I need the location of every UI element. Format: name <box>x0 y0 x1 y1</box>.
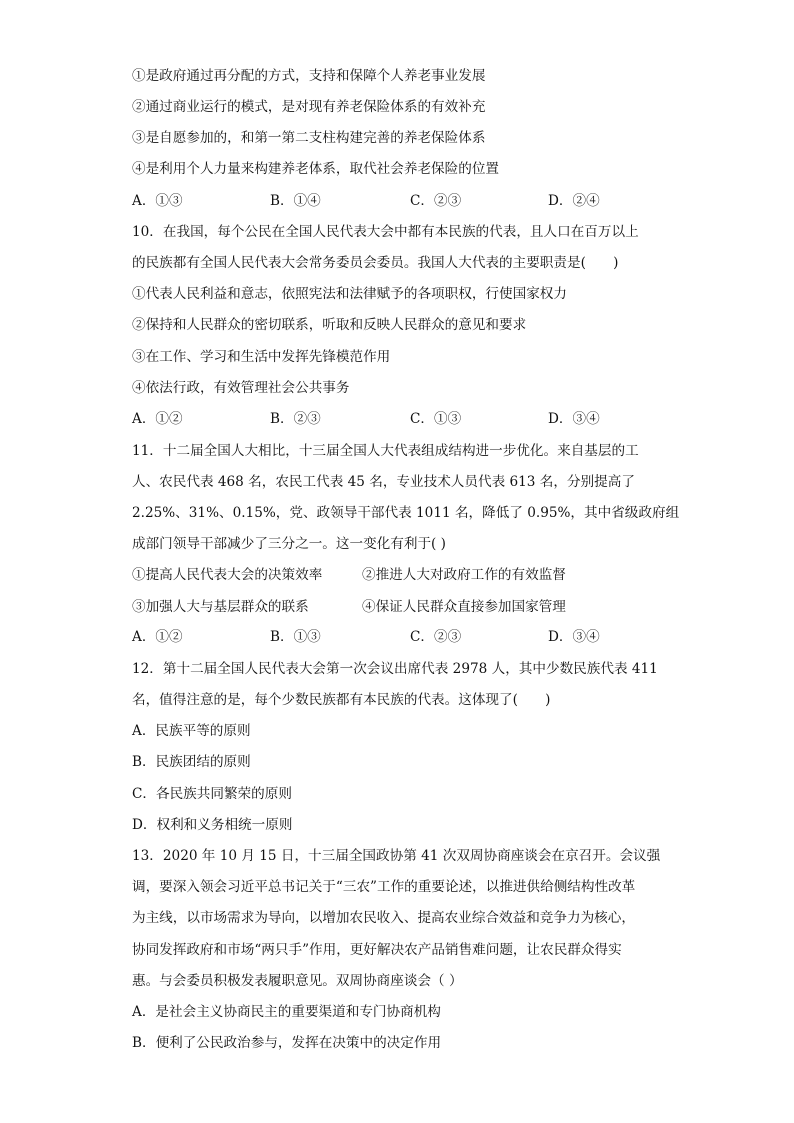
q13-stem-line-2: 调，要深入领会习近平总书记关于“三农”工作的重要论述，以推进供给侧结构性改革 <box>132 879 636 895</box>
q12-stem-line-2: 名，值得注意的是，每个少数民族都有本民族的代表。这体现了( ) <box>132 692 551 708</box>
q9-option-c[interactable]: C．②③ <box>410 193 462 209</box>
q10-option-b[interactable]: B．②③ <box>270 411 321 427</box>
q12-choice-c[interactable]: C．各民族共同繁荣的原则 <box>132 786 292 802</box>
q9-option-b[interactable]: B．①④ <box>270 193 321 209</box>
q11-stem-line-4: 成部门领导干部减少了三分之一。这一变化有利于( ) <box>132 536 446 552</box>
q13-stem-line-3: 为主线，以市场需求为导向，以增加农民收入、提高农业综合效益和竞争力为核心， <box>132 910 635 926</box>
q10-stem-line-2: 的民族都有全国人民代表大会常务委员会委员。我国人大代表的主要职责是( ) <box>132 255 619 271</box>
q11-items-row-2 <box>132 597 662 617</box>
q11-items-row-1 <box>132 565 662 585</box>
q10-option-c[interactable]: C．①③ <box>410 411 462 427</box>
q11-stem-line-3: 2.25%、31%、0.15%，党、政领导干部代表 1011 名，降低了 0.95%，其中省级政府组 <box>132 505 680 521</box>
q13-stem-line-5: 惠。与会委员积极发表履职意见。双周协商座谈会（ ） <box>132 973 463 989</box>
q12-choice-d[interactable]: D．权利和义务相统一原则 <box>132 817 293 833</box>
q9-item-4: ④是利用个人力量来构建养老体系，取代社会养老保险的位置 <box>132 161 500 177</box>
q10-item-2: ②保持和人民群众的密切联系，听取和反映人民群众的意见和要求 <box>132 317 527 333</box>
q10-item-3: ③在工作、学习和生活中发挥先锋模范作用 <box>132 349 391 365</box>
q11-option-a[interactable]: A．①② <box>132 629 183 645</box>
q11-item-1: ①提高人民代表大会的决策效率 <box>132 567 323 583</box>
q11-stem-line-2: 人、农民代表 468 名，农民工代表 45 名，专业技术人员代表 613 名，分别提高了 <box>132 474 635 490</box>
q10-option-d[interactable]: D．③④ <box>548 411 600 427</box>
q11-stem-line-1: 11．十二届全国人大相比，十三届全国人大代表组成结构进一步优化。来自基层的工 <box>132 443 639 459</box>
q10-option-a[interactable]: A．①② <box>132 411 183 427</box>
q10-item-1: ①代表人民利益和意志，依照宪法和法律赋予的各项职权，行使国家权力 <box>132 286 567 302</box>
q11-option-c[interactable]: C．②③ <box>410 629 462 645</box>
q10-options <box>132 409 662 429</box>
q11-item-3: ③加强人大与基层群众的联系 <box>132 599 309 615</box>
q9-item-3: ③是自愿参加的，和第一第二支柱构建完善的养老保险体系 <box>132 130 486 146</box>
q9-option-a[interactable]: A．①③ <box>132 193 183 209</box>
q13-choice-a[interactable]: A．是社会主义协商民主的重要渠道和专门协商机构 <box>132 1004 441 1020</box>
q12-choice-b[interactable]: B．民族团结的原则 <box>132 754 251 770</box>
q11-item-2: ②推进人大对政府工作的有效监督 <box>362 567 566 583</box>
q9-item-2: ②通过商业运行的模式，是对现有养老保险体系的有效补充 <box>132 99 486 115</box>
q10-item-4: ④依法行政，有效管理社会公共事务 <box>132 380 350 396</box>
q12-choice-a[interactable]: A．民族平等的原则 <box>132 723 251 739</box>
q9-item-1: ①是政府通过再分配的方式，支持和保障个人养老事业发展 <box>132 68 486 84</box>
q9-option-d[interactable]: D．②④ <box>548 193 600 209</box>
q13-stem-line-4: 协同发挥政府和市场“两只手”作用，更好解决农产品销售难问题，让农民群众得实 <box>132 942 622 958</box>
q13-choice-b[interactable]: B．便利了公民政治参与，发挥在决策中的决定作用 <box>132 1035 442 1051</box>
q11-option-d[interactable]: D．③④ <box>548 629 600 645</box>
q11-options <box>132 627 662 647</box>
q13-stem-line-1: 13．2020 年 10 月 15 日，十三届全国政协第 41 次双周协商座谈会在京召开。会议强 <box>132 848 661 864</box>
q9-options <box>132 191 662 211</box>
q12-stem-line-1: 12．第十二届全国人民代表大会第一次会议出席代表 2978 人，其中少数民族代表 411 <box>132 661 658 677</box>
q10-stem-line-1: 10．在我国，每个公民在全国人民代表大会中都有本民族的代表，且人口在百万以上 <box>132 224 639 240</box>
q11-item-4: ④保证人民群众直接参加国家管理 <box>362 599 566 615</box>
q11-option-b[interactable]: B．①③ <box>270 629 321 645</box>
